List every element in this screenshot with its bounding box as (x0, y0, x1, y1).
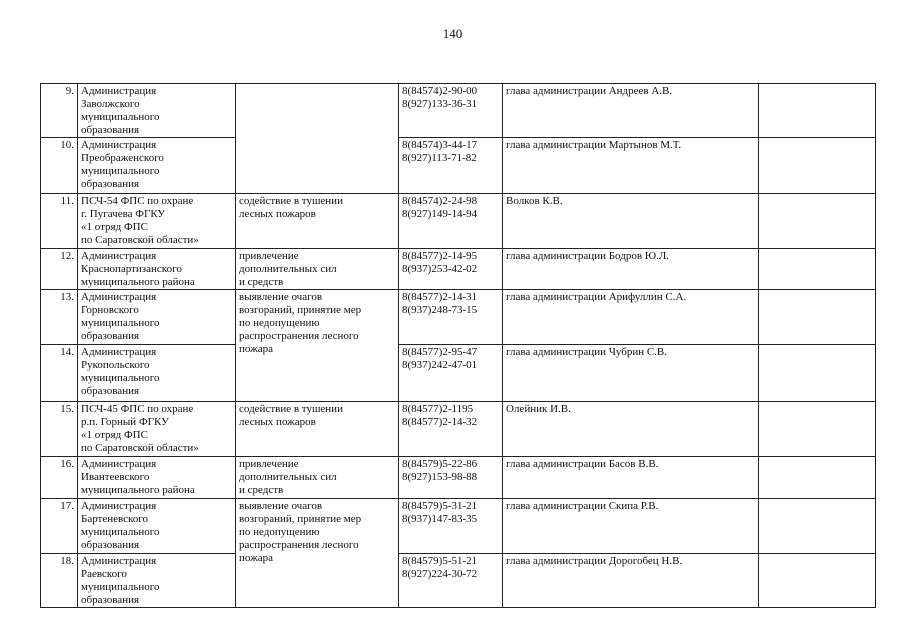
phone-cell (399, 84, 503, 138)
task-line: дополнительных сил (239, 471, 337, 483)
organization-cell (78, 290, 236, 345)
organization-line: Горновского (81, 304, 139, 316)
phone-line: 8(937)242-47-01 (402, 359, 478, 371)
organization-cell (78, 345, 236, 402)
task-cell (236, 84, 399, 194)
phone-line: 8(84577)2-14-32 (402, 416, 478, 428)
organization-line: муниципального (81, 165, 160, 177)
phone-line: 8(84577)2-14-31 (402, 291, 478, 303)
organization-line: г. Пугачева ФГКУ (81, 208, 166, 220)
phone-line: 8(84574)2-24-98 (402, 195, 478, 207)
organization-line: муниципального района (81, 484, 195, 496)
organization-line: «1 отряд ФПС (81, 429, 148, 441)
contact-cell: глава администрации Скипа Р.В. (503, 499, 759, 554)
phone-line: 8(927)153-98-88 (402, 471, 478, 483)
page-number: 140 (442, 26, 463, 41)
organization-line: «1 отряд ФПС (81, 221, 148, 233)
organization-line: Краснопартизанского (81, 263, 182, 275)
organization-line: Администрация (81, 555, 157, 567)
organization-line: муниципального (81, 111, 160, 123)
task-line: пожара (239, 552, 273, 564)
row-number: 12. (41, 249, 78, 290)
organization-cell (78, 554, 236, 608)
table-row (41, 554, 876, 608)
phone-cell (399, 457, 503, 499)
contact-cell: глава администрации Дорогобец Н.В. (503, 554, 759, 608)
organization-line: образования (81, 178, 140, 190)
organization-line: Бартеневского (81, 513, 149, 525)
organization-cell (78, 138, 236, 194)
phone-line: 8(927)149-14-94 (402, 208, 478, 220)
contact-cell: Олейник И.В. (503, 402, 759, 457)
organization-line: по Саратовской области» (81, 442, 199, 454)
phone-line: 8(927)224-30-72 (402, 568, 478, 580)
organization-cell (78, 402, 236, 457)
task-cell (236, 249, 399, 290)
organization-line: муниципального (81, 372, 160, 384)
task-line: распространения лесного (239, 539, 359, 551)
phone-line: 8(84579)5-51-21 (402, 555, 478, 567)
organization-cell (78, 499, 236, 554)
organization-line: муниципального (81, 581, 160, 593)
organization-line: Администрация (81, 500, 157, 512)
notes-cell (759, 249, 876, 290)
phone-cell (399, 249, 503, 290)
task-line: лесных пожаров (239, 416, 316, 428)
task-line: лесных пожаров (239, 208, 316, 220)
phone-cell (399, 290, 503, 345)
table-row (41, 138, 876, 194)
row-number: 13. (41, 290, 78, 345)
organization-line: образования (81, 330, 140, 342)
phone-line: 8(937)253-42-02 (402, 263, 478, 275)
notes-cell (759, 290, 876, 345)
task-line: и средств (239, 276, 284, 288)
task-line: привлечение (239, 250, 299, 262)
table-row (41, 290, 876, 345)
task-line: содействие в тушении (239, 195, 343, 207)
task-cell (236, 499, 399, 608)
organization-line: Раевского (81, 568, 127, 580)
task-line: возгораний, принятие мер (239, 304, 362, 316)
task-line: дополнительных сил (239, 263, 337, 275)
organization-cell (78, 84, 236, 138)
row-number: 16. (41, 457, 78, 499)
organization-line: Администрация (81, 250, 157, 262)
organization-line: р.п. Горный ФГКУ (81, 416, 169, 428)
task-line: содействие в тушении (239, 403, 343, 415)
task-line: по недопущению (239, 317, 320, 329)
row-number: 15. (41, 402, 78, 457)
phone-cell (399, 499, 503, 554)
organization-line: Преображенского (81, 152, 164, 164)
organization-line: ПСЧ-45 ФПС по охране (81, 403, 194, 415)
contact-cell: глава администрации Мартынов М.Т. (503, 138, 759, 194)
table-row (41, 499, 876, 554)
organization-line: Ивантеевского (81, 471, 150, 483)
contacts-table (40, 83, 876, 608)
contact-cell: глава администрации Басов В.В. (503, 457, 759, 499)
contact-cell: Волков К.В. (503, 194, 759, 249)
notes-cell (759, 84, 876, 138)
organization-line: Администрация (81, 139, 157, 151)
table-row (41, 194, 876, 249)
task-cell (236, 194, 399, 249)
organization-line: Рукопольского (81, 359, 150, 371)
notes-cell (759, 194, 876, 249)
phone-cell (399, 402, 503, 457)
table-row (41, 402, 876, 457)
notes-cell (759, 402, 876, 457)
task-cell (236, 290, 399, 402)
phone-line: 8(84577)2-95-47 (402, 346, 478, 358)
organization-line: образования (81, 124, 140, 136)
table-row (41, 249, 876, 290)
row-number: 18. (41, 554, 78, 608)
organization-line: образования (81, 539, 140, 551)
organization-line: муниципального района (81, 276, 195, 288)
phone-line: 8(84579)5-22-86 (402, 458, 478, 470)
row-number: 17. (41, 499, 78, 554)
table-row (41, 84, 876, 138)
row-number: 11. (41, 194, 78, 249)
organization-line: образования (81, 385, 140, 397)
row-number: 14. (41, 345, 78, 402)
phone-line: 8(927)113-71-82 (402, 152, 477, 164)
organization-line: Заволжского (81, 98, 140, 110)
organization-line: Администрация (81, 291, 157, 303)
phone-line: 8(927)133-36-31 (402, 98, 478, 110)
notes-cell (759, 138, 876, 194)
task-cell (236, 402, 399, 457)
phone-cell (399, 345, 503, 402)
organization-line: муниципального (81, 317, 160, 329)
phone-cell (399, 138, 503, 194)
organization-line: ПСЧ-54 ФПС по охране (81, 195, 194, 207)
task-line: распространения лесного (239, 330, 359, 342)
task-line: по недопущению (239, 526, 320, 538)
row-number: 9. (41, 84, 78, 138)
organization-line: образования (81, 594, 140, 606)
notes-cell (759, 457, 876, 499)
task-cell (236, 457, 399, 499)
organization-cell (78, 194, 236, 249)
organization-cell (78, 457, 236, 499)
phone-line: 8(937)248-73-15 (402, 304, 478, 316)
organization-line: Администрация (81, 85, 157, 97)
task-line: пожара (239, 343, 273, 355)
table-row (41, 457, 876, 499)
task-line: выявление очагов (239, 291, 323, 303)
task-line: возгораний, принятие мер (239, 513, 362, 525)
notes-cell (759, 554, 876, 608)
phone-cell (399, 194, 503, 249)
task-line: привлечение (239, 458, 299, 470)
phone-line: 8(84574)3-44-17 (402, 139, 478, 151)
phone-cell (399, 554, 503, 608)
notes-cell (759, 499, 876, 554)
phone-line: 8(84574)2-90-00 (402, 85, 478, 97)
organization-line: Администрация (81, 458, 157, 470)
table-row (41, 345, 876, 402)
task-line: выявление очагов (239, 500, 323, 512)
row-number: 10. (41, 138, 78, 194)
contact-cell: глава администрации Арифуллин С.А. (503, 290, 759, 345)
contact-cell: глава администрации Чубрин С.В. (503, 345, 759, 402)
task-line: и средств (239, 484, 284, 496)
phone-line: 8(84579)5-31-21 (402, 500, 478, 512)
organization-line: по Саратовской области» (81, 234, 199, 246)
organization-line: Администрация (81, 346, 157, 358)
phone-line: 8(937)147-83-35 (402, 513, 478, 525)
phone-line: 8(84577)2-1195 (402, 403, 474, 415)
notes-cell (759, 345, 876, 402)
contact-cell: глава администрации Андреев А.В. (503, 84, 759, 138)
contact-cell: глава администрации Бодров Ю.Л. (503, 249, 759, 290)
organization-cell (78, 249, 236, 290)
phone-line: 8(84577)2-14-95 (402, 250, 478, 262)
organization-line: муниципального (81, 526, 160, 538)
